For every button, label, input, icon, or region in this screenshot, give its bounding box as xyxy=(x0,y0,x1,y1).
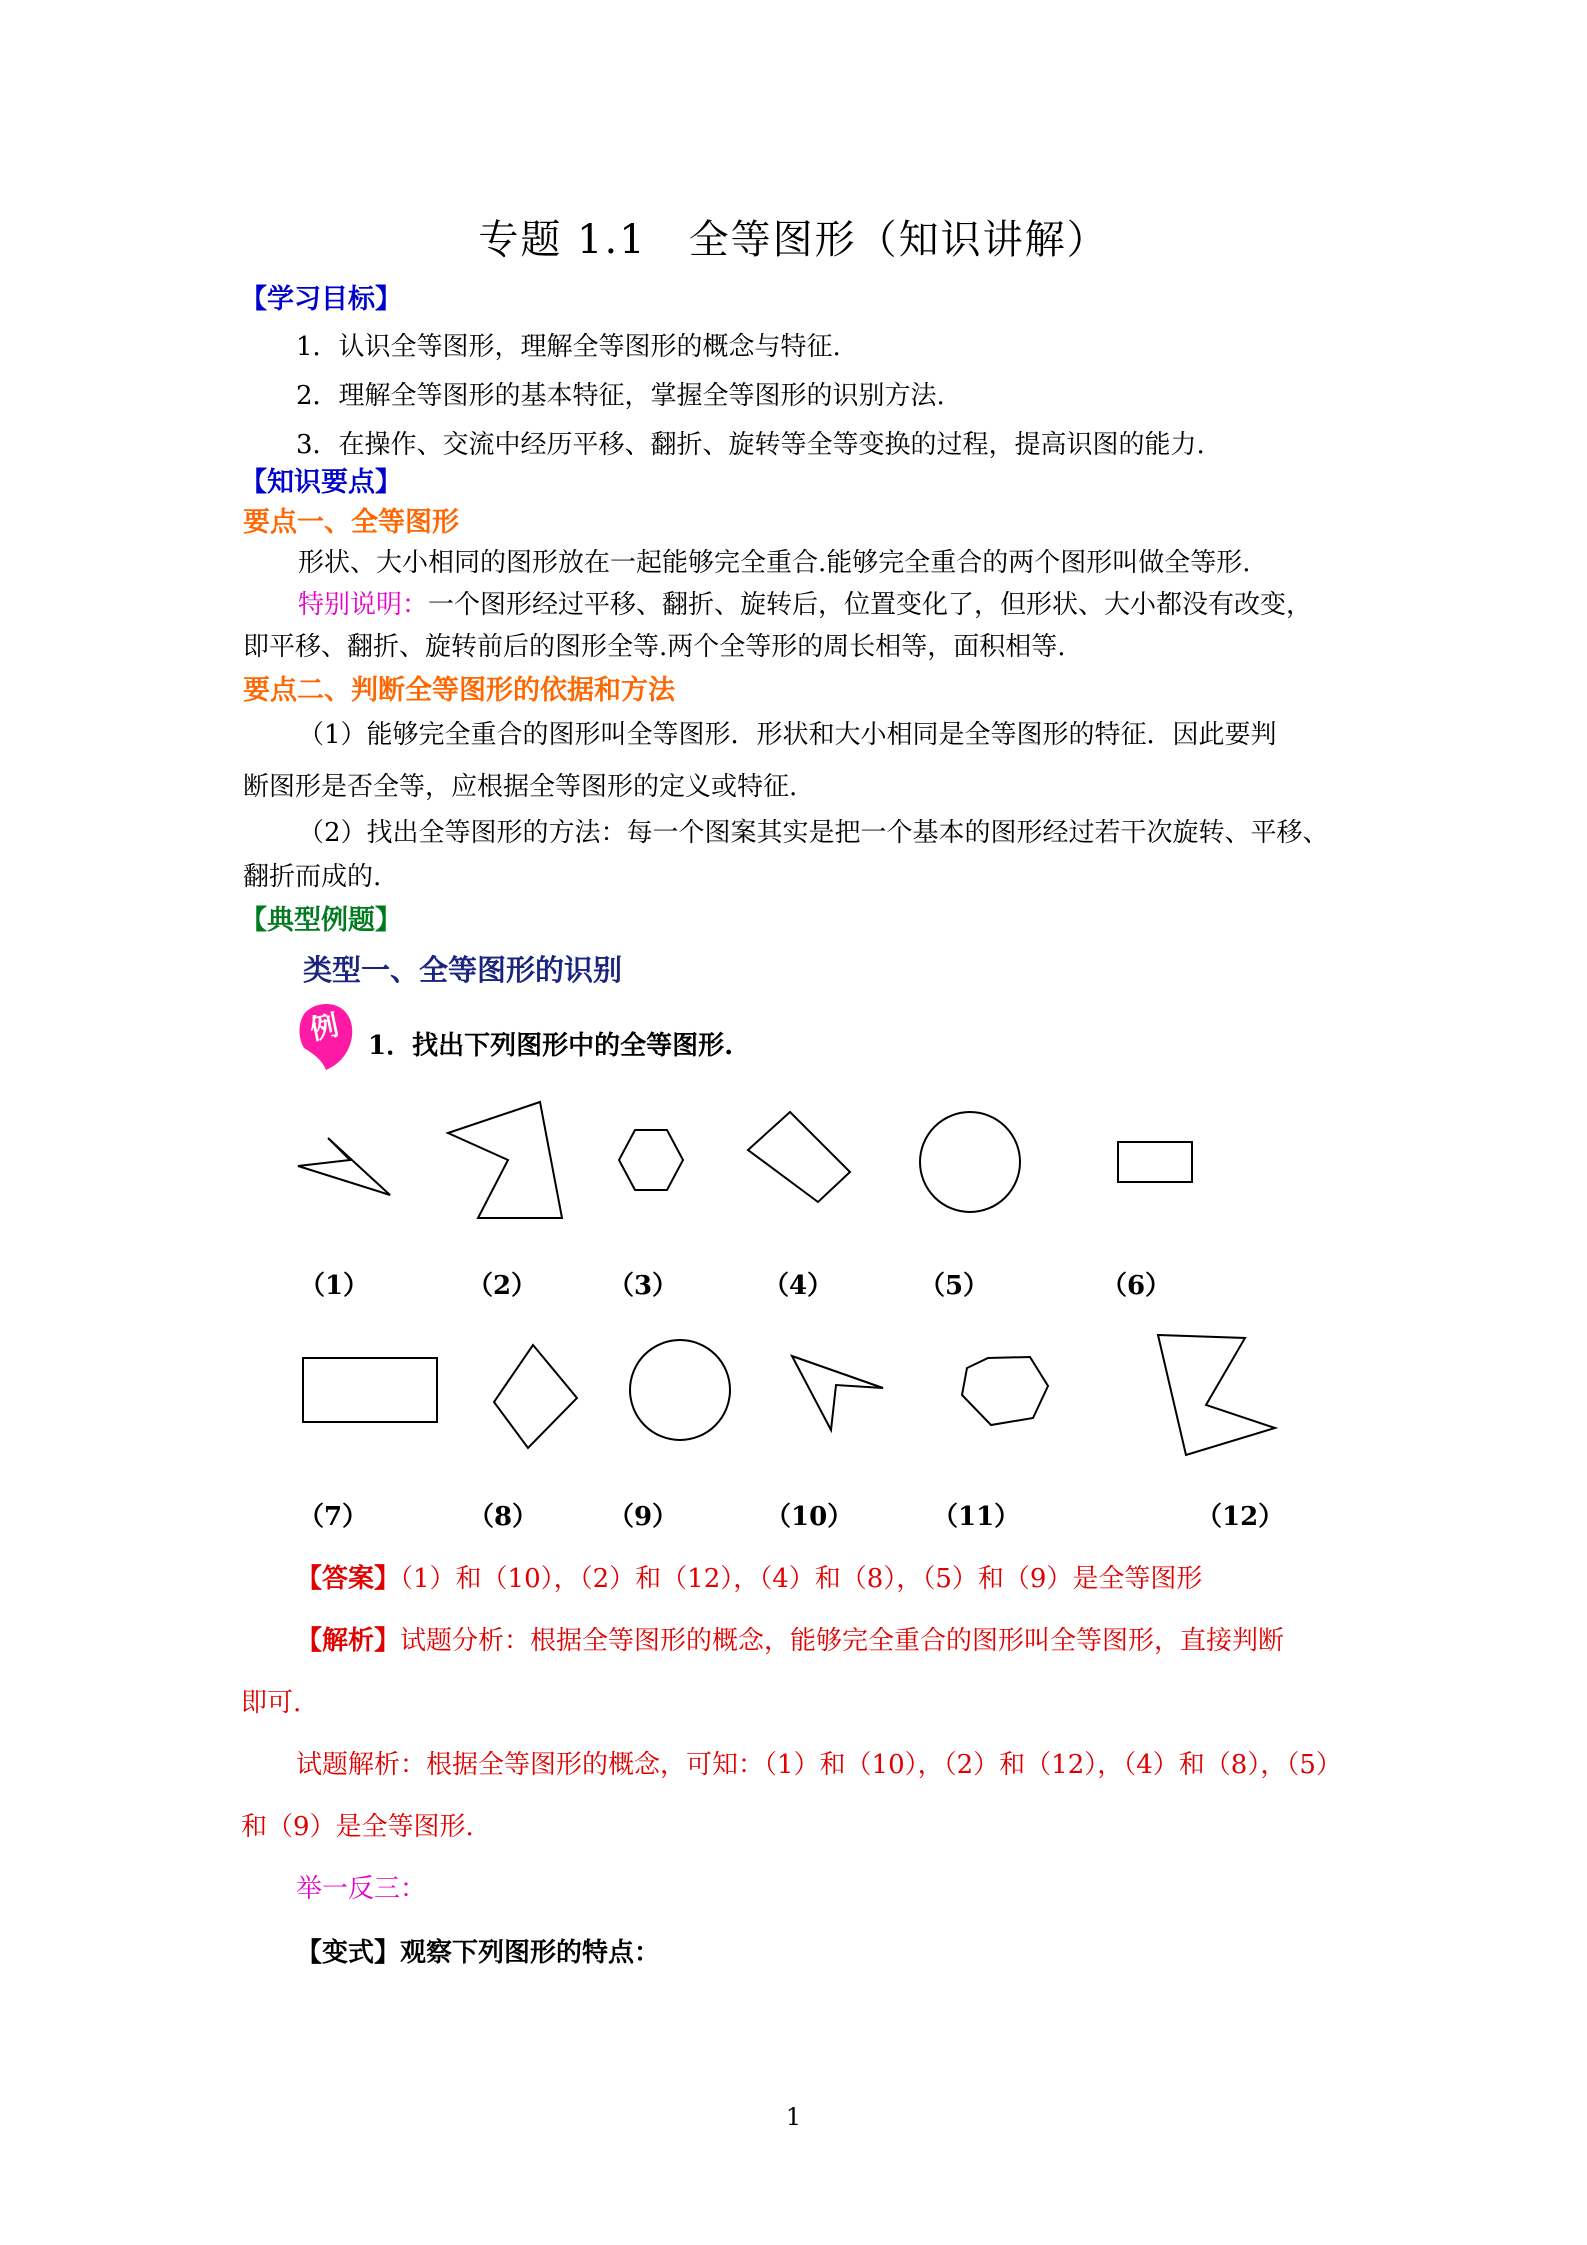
figure-2-shape xyxy=(448,1102,562,1218)
page-number: 1 xyxy=(785,2103,802,2131)
figure-label-8: （8） xyxy=(467,1502,539,1532)
point1-title: 要点一、全等图形 xyxy=(243,507,459,538)
point2-p2-line2: 翻折而成的. xyxy=(243,862,382,892)
figure-8-shape xyxy=(494,1345,577,1448)
special-note-line2: 即平移、翻折、旋转前后的图形全等.两个全等形的周长相等，面积相等. xyxy=(243,632,1066,662)
figure-label-11: （11） xyxy=(932,1502,1021,1532)
figure-label-7: （7） xyxy=(297,1502,369,1532)
page-title: 专题 1.1 全等图形（知识讲解） xyxy=(478,217,1109,263)
figure-4-shape xyxy=(748,1112,850,1202)
figure-label-4: （4） xyxy=(762,1271,834,1301)
special-note-label: 特别说明： xyxy=(298,590,429,620)
figure-9-shape xyxy=(630,1340,730,1440)
example-badge-label: 例 xyxy=(307,1008,342,1047)
point2-p1-line1: （1）能够完全重合的图形叫全等图形．形状和大小相同是全等图形的特征．因此要判 xyxy=(298,720,1277,750)
analysis-line2: 即可. xyxy=(241,1688,302,1718)
type1-title: 类型一、全等图形的识别 xyxy=(303,953,623,987)
figure-12-shape xyxy=(1158,1335,1275,1455)
figure-label-10: （10） xyxy=(765,1502,854,1532)
variant-text: 观察下列图形的特点： xyxy=(400,1938,661,1968)
answer-label: 【答案】 xyxy=(296,1564,401,1594)
solution-line2: 和（9）是全等图形. xyxy=(241,1812,474,1842)
point2-title: 要点二、判断全等图形的依据和方法 xyxy=(243,675,675,706)
objectives-header: 【学习目标】 xyxy=(240,284,402,315)
variant-label: 【变式】 xyxy=(296,1938,401,1968)
point2-p2-line1: （2）找出全等图形的方法：每一个图案其实是把一个基本的图形经过若干次旋转、平移、 xyxy=(298,818,1329,848)
figure-label-2: （2） xyxy=(466,1271,538,1301)
figure-label-12: （12） xyxy=(1196,1502,1285,1532)
figure-10-shape xyxy=(792,1356,883,1430)
figure-3-shape xyxy=(619,1130,683,1190)
figure-label-1: （1） xyxy=(298,1271,370,1301)
figure-label-6: （6） xyxy=(1100,1271,1172,1301)
solution-line1: 试题解析：根据全等图形的概念，可知：（1）和（10），（2）和（12），（4）和（8），（5） xyxy=(296,1750,1342,1780)
figure-7-shape xyxy=(303,1358,437,1422)
answer-line xyxy=(296,1558,1202,1595)
knowledge-header: 【知识要点】 xyxy=(240,467,402,498)
analysis-line1 xyxy=(296,1620,1284,1657)
objective-2: 2．理解全等图形的基本特征，掌握全等图形的识别方法. xyxy=(296,381,945,411)
analysis-text: 试题分析：根据全等图形的概念，能够完全重合的图形叫全等图形，直接判断 xyxy=(400,1626,1285,1656)
objective-1: 1．认识全等图形，理解全等图形的概念与特征. xyxy=(296,332,841,362)
figure-1-shape xyxy=(298,1138,390,1195)
practice-label: 举一反三： xyxy=(296,1874,427,1904)
figure-5-shape xyxy=(920,1112,1020,1212)
point1-text: 形状、大小相同的图形放在一起能够完全重合.能够完全重合的两个图形叫做全等形. xyxy=(298,548,1251,578)
figure-6-shape xyxy=(1118,1142,1192,1182)
variant-line xyxy=(296,1932,660,1969)
objective-3: 3．在操作、交流中经历平移、翻折、旋转等全等变换的过程，提高识图的能力. xyxy=(296,430,1205,460)
analysis-label: 【解析】 xyxy=(296,1626,401,1656)
figure-label-3: （3） xyxy=(607,1271,679,1301)
point2-p1-line2: 断图形是否全等，应根据全等图形的定义或特征. xyxy=(243,772,798,802)
answer-text: （1）和（10），（2）和（12），（4）和（8），（5）和（9）是全等图形 xyxy=(400,1564,1203,1594)
examples-header: 【典型例题】 xyxy=(240,905,402,936)
example1-question: 1．找出下列图形中的全等图形. xyxy=(368,1031,734,1061)
figure-label-9: （9） xyxy=(607,1502,679,1532)
figure-label-5: （5） xyxy=(918,1271,990,1301)
figure-11-shape xyxy=(962,1357,1048,1425)
special-note-text1: 一个图形经过平移、翻折、旋转后，位置变化了，但形状、大小都没有改变， xyxy=(428,590,1313,620)
